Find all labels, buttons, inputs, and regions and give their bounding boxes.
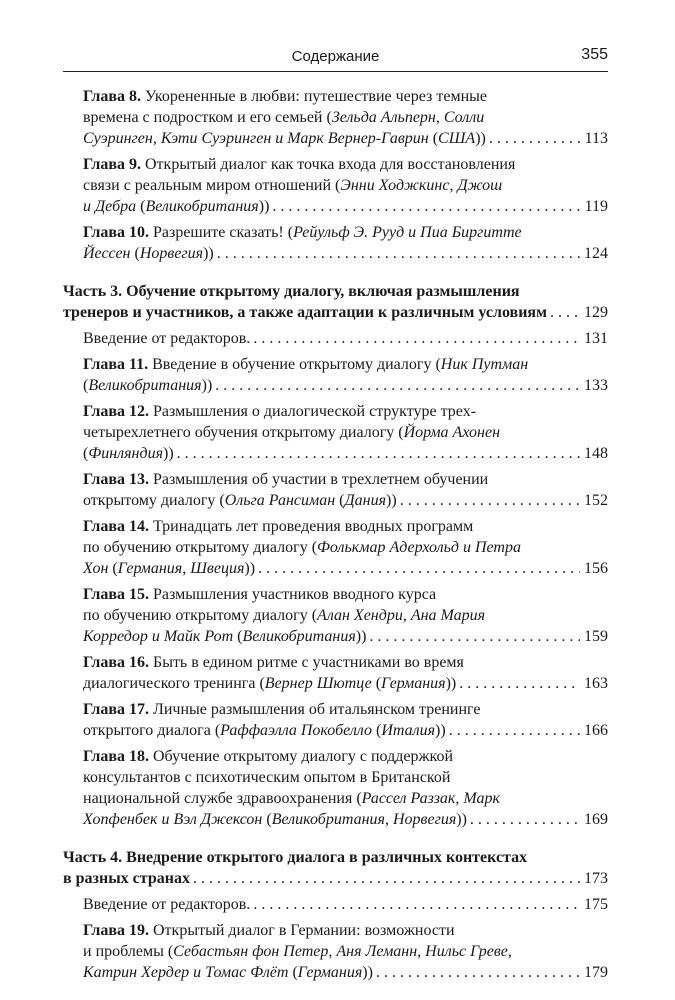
toc-entry-line (83, 767, 608, 788)
toc-chapter-entry (63, 699, 608, 741)
toc-entry-line (83, 401, 608, 422)
dot-leader (253, 328, 580, 349)
chapter-label: Глава 18. (83, 748, 149, 765)
toc-entry-line (83, 788, 608, 809)
chapter-label: Глава 9. (83, 156, 141, 173)
entry-title-text: диалогического тренинга ( (83, 675, 265, 692)
author-or-country-text: Норвегия (392, 811, 457, 828)
author-or-country-text: Катрин Хердер и Томас Флёт (83, 964, 289, 981)
entry-title-text: времена с подростком и его семьей ( (83, 109, 332, 126)
entry-title-text: консультантов с психотическим опытом в Британской (83, 769, 451, 786)
entry-title-text: )) (456, 811, 467, 828)
author-or-country-text: Раффаэлла Покобелло (220, 722, 372, 739)
dot-leader (376, 962, 580, 983)
toc-page-number: 113 (584, 130, 608, 147)
toc-entry-line (83, 626, 608, 647)
toc-page-number: 169 (584, 811, 608, 828)
entry-title-text: по обучению открытому диалогу ( (83, 607, 318, 624)
entry-title-text: , (402, 607, 411, 624)
entry-title-text: четырехлетнего обучения открытому диалогу ( (83, 424, 404, 441)
entry-title-text: ( (83, 377, 89, 394)
toc-chapter-entry (63, 354, 608, 396)
entry-title-text: )) (258, 198, 270, 215)
author-or-country-text: Алан Хендри (317, 607, 403, 624)
page-number: 355 (581, 46, 608, 63)
toc-part-entry (63, 847, 608, 889)
toc-entry-line (83, 673, 608, 694)
entry-title-text: )) (163, 445, 174, 462)
entry-title-text: , (449, 177, 458, 194)
author-or-country-text: Фолькмар Адерхольд и Петра (317, 539, 521, 556)
entry-title-text: )) (435, 722, 446, 739)
toc-page-number: 179 (584, 964, 608, 981)
author-or-country-text: Швеция (190, 560, 245, 577)
chapter-label: Глава 17. (83, 701, 149, 718)
dot-leader (400, 490, 580, 511)
entry-title-text: Укорененные в любви: путешествие через темные (141, 88, 488, 105)
header-rule (63, 71, 608, 72)
chapter-label: Глава 10. (83, 224, 149, 241)
toc-entry-line (83, 469, 608, 490)
chapter-label: Глава 16. (83, 654, 149, 671)
toc-page-number: 131 (584, 330, 608, 347)
toc-entry-line (83, 196, 608, 217)
toc-page-number: 166 (584, 722, 608, 739)
author-or-country-text: Германия (381, 675, 446, 692)
author-or-country-text: Великобритания (271, 811, 385, 828)
author-or-country-text: Энни Ходжкинс (340, 177, 450, 194)
toc-entry-line (83, 941, 608, 962)
toc-chapter-entry (63, 469, 608, 511)
entry-title-text: ( (262, 811, 272, 828)
author-or-country-text: и Дебра (83, 198, 137, 215)
author-or-country-text: Хопфенбек и Вэл Джексон (83, 811, 263, 828)
entry-title-text: тренеров и участников, а также адаптации к различным условиям (63, 304, 547, 321)
entry-title-text: , (152, 130, 161, 147)
entry-title-text: открытому диалогу ( (83, 492, 225, 509)
author-or-country-text: Рейульф Э. Рууд и Пиа Биргитте (293, 224, 522, 241)
author-or-country-text: Дания (344, 492, 387, 509)
author-or-country-text: Себастьян фон Петер (173, 943, 329, 960)
entry-title-text: ( (371, 675, 382, 692)
entry-title-text: , (182, 560, 191, 577)
toc-entry-line (83, 375, 608, 396)
dot-leader (449, 720, 580, 741)
entry-title-text: )) (362, 964, 373, 981)
author-or-country-text: Нильс Греве (425, 943, 508, 960)
toc-page-number: 156 (584, 560, 608, 577)
author-or-country-text: Йорма Ахонен (403, 424, 500, 441)
toc-entry-line (83, 243, 608, 264)
toc-page-number: 148 (584, 445, 608, 462)
author-or-country-text: Ана Мария (410, 607, 486, 624)
author-or-country-text: Италия (381, 722, 436, 739)
toc-chapter-entry (63, 401, 608, 464)
entry-title-text: ( (108, 560, 118, 577)
entry-title-text: Размышления о диалогической структуре трех- (149, 403, 477, 420)
entry-title-text: , (435, 109, 444, 126)
dot-leader (258, 558, 580, 579)
toc-entry-line (83, 443, 608, 464)
toc-entry-line (63, 281, 608, 302)
toc-entry-line (83, 584, 608, 605)
toc-chapter-entry (63, 746, 608, 830)
entry-title-text: Введение от редакторов. (83, 330, 251, 347)
toc-entry-line (83, 920, 608, 941)
toc-chapter-entry (63, 154, 608, 217)
chapter-label: Глава 15. (83, 586, 149, 603)
entry-title-text: и проблемы ( (83, 943, 174, 960)
toc-entry-line (83, 720, 608, 741)
toc-entry-line (83, 962, 608, 983)
toc-entry-line (83, 128, 608, 149)
entry-title-text: )) (445, 675, 457, 692)
author-or-country-text: Ольга Рансиман (224, 492, 336, 509)
running-header (63, 44, 608, 76)
entry-title-text: ( (428, 130, 439, 147)
dot-leader (215, 375, 580, 396)
toc-chapter-entry (63, 328, 608, 349)
author-or-country-text: Рассел Раззак (361, 790, 456, 807)
entry-title-text: ( (335, 492, 345, 509)
toc-entry-line (83, 86, 608, 107)
entry-title-text: Личные размышления об итальянском тренинге (149, 701, 481, 718)
entry-title-text: открытого диалога ( (83, 722, 221, 739)
entry-title-text: Часть 3. Обучение открытому диалогу, включая размышления (63, 283, 520, 300)
toc-chapter-entry (63, 920, 608, 983)
author-or-country-text: Германия (297, 964, 363, 981)
dot-leader (193, 868, 580, 889)
entry-title-text: Часть 4. Внедрение открытого диалога в различных контекстах (63, 849, 528, 866)
entry-title-text: )) (201, 377, 213, 394)
toc-page-number: 163 (584, 675, 608, 692)
chapter-label: Глава 12. (83, 403, 149, 420)
dot-leader (217, 243, 580, 264)
dot-leader (459, 673, 580, 694)
toc-chapter-entry (63, 894, 608, 915)
entry-title-text: )) (386, 492, 397, 509)
toc-entry-line (83, 652, 608, 673)
toc-page-number: 173 (584, 870, 608, 887)
author-or-country-text: Солли (443, 109, 485, 126)
toc-page-number: 159 (584, 628, 608, 645)
author-or-country-text: Йессен (83, 245, 131, 262)
author-or-country-text: Вернер Шютце (264, 675, 372, 692)
toc-entry-line (83, 354, 608, 375)
author-or-country-text: Финляндия (88, 445, 164, 462)
toc-chapter-entry (63, 652, 608, 694)
entry-title-text: ( (83, 445, 89, 462)
entry-title-text: в разных странах (63, 870, 190, 887)
chapter-label: Глава 13. (83, 471, 149, 488)
entry-title-text: Быть в едином ритме с участниками во время (149, 654, 464, 671)
toc-entry-line (63, 868, 608, 889)
entry-title-text: Тринадцать лет проведения вводных программ (149, 518, 474, 535)
entry-title-text: ( (233, 628, 243, 645)
toc-chapter-entry (63, 222, 608, 264)
entry-title-text: )) (475, 130, 486, 147)
entry-title-text: ( (136, 198, 146, 215)
toc-entry-line (63, 302, 608, 323)
toc-entry-line (83, 894, 608, 915)
toc-entry-line (83, 154, 608, 175)
author-or-country-text: Марк (463, 790, 501, 807)
author-or-country-text: Великобритания (88, 377, 202, 394)
toc-page-number: 152 (584, 492, 608, 509)
toc-part-entry (63, 281, 608, 323)
running-title: Содержание (291, 48, 380, 65)
chapter-label: Глава 8. (83, 88, 141, 105)
entry-title-text: , (384, 811, 393, 828)
dot-leader (177, 443, 580, 464)
toc-entry-line (83, 605, 608, 626)
toc-page-number: 133 (584, 377, 608, 394)
entry-title-text: Обучение открытому диалогу с поддержкой (149, 748, 454, 765)
chapter-label: Глава 11. (83, 356, 149, 373)
toc-entry-line (83, 537, 608, 558)
toc-entry-line (83, 328, 608, 349)
toc-page-number: 124 (584, 245, 608, 262)
dot-leader (253, 894, 580, 915)
toc-entry-line (83, 746, 608, 767)
entry-title-text: национальной службе здравоохранения ( (83, 790, 362, 807)
toc-entry-line (83, 699, 608, 720)
entry-title-text: Введение от редакторов. (83, 896, 251, 913)
toc-entry-line (83, 175, 608, 196)
toc-chapter-entry (63, 86, 608, 149)
entry-title-text: , (507, 943, 512, 960)
entry-title-text: Введение в обучение открытому диалогу ( (148, 356, 441, 373)
author-or-country-text: Ник Путман (440, 356, 529, 373)
toc-chapter-entry (63, 584, 608, 647)
entry-title-text: Открытый диалог как точка входа для восстановления (141, 156, 516, 173)
entry-title-text: , (417, 943, 426, 960)
entry-title-text: ( (288, 964, 298, 981)
dot-leader (369, 626, 580, 647)
entry-title-text: )) (244, 560, 256, 577)
toc-entry-line (83, 809, 608, 830)
author-or-country-text: Великобритания (242, 628, 356, 645)
author-or-country-text: Хон (83, 560, 109, 577)
entry-title-text: Размышления участников вводного курса (149, 586, 437, 603)
dot-leader (272, 196, 580, 217)
author-or-country-text: Великобритания (145, 198, 259, 215)
toc-page-number: 119 (584, 198, 608, 215)
author-or-country-text: Аня Леманн (336, 943, 418, 960)
author-or-country-text: Зельда Альперн (331, 109, 436, 126)
entry-title-text: по обучению открытому диалогу ( (83, 539, 318, 556)
toc-entry-line (83, 422, 608, 443)
toc-entry-line (83, 516, 608, 537)
toc-page-number: 175 (584, 896, 608, 913)
author-or-country-text: Суэринген (83, 130, 153, 147)
entry-title-text: ( (371, 722, 382, 739)
dot-leader (550, 302, 580, 323)
entry-title-text: связи с реальным миром отношений ( (83, 177, 341, 194)
entry-title-text: )) (355, 628, 367, 645)
author-or-country-text: Джош (457, 177, 503, 194)
chapter-label: Глава 19. (83, 922, 149, 939)
toc-entry-line (83, 222, 608, 243)
entry-title-text: Открытый диалог в Германии: возможности (149, 922, 455, 939)
toc-entry-line (83, 490, 608, 511)
entry-title-text: )) (203, 245, 214, 262)
toc-entry-line (83, 107, 608, 128)
author-or-country-text: Норвегия (139, 245, 204, 262)
table-of-contents (63, 86, 608, 988)
author-or-country-text: США (438, 130, 476, 147)
toc-entry-line (63, 847, 608, 868)
chapter-label: Глава 14. (83, 518, 149, 535)
entry-title-text: Разрешите сказать! ( (149, 224, 294, 241)
author-or-country-text: Корредор и Майк Рот (83, 628, 234, 645)
dot-leader (470, 809, 580, 830)
entry-title-text: , (455, 790, 464, 807)
author-or-country-text: Кэти Суэринген и Марк Вернер-Гаврин (160, 130, 429, 147)
entry-title-text: , (328, 943, 337, 960)
toc-page-number: 129 (584, 304, 608, 321)
entry-title-text: ( (130, 245, 140, 262)
author-or-country-text: Германия (117, 560, 183, 577)
toc-entry-line (83, 558, 608, 579)
entry-title-text: Размышления об участии в трехлетнем обучении (149, 471, 489, 488)
dot-leader (489, 128, 581, 149)
toc-chapter-entry (63, 516, 608, 579)
